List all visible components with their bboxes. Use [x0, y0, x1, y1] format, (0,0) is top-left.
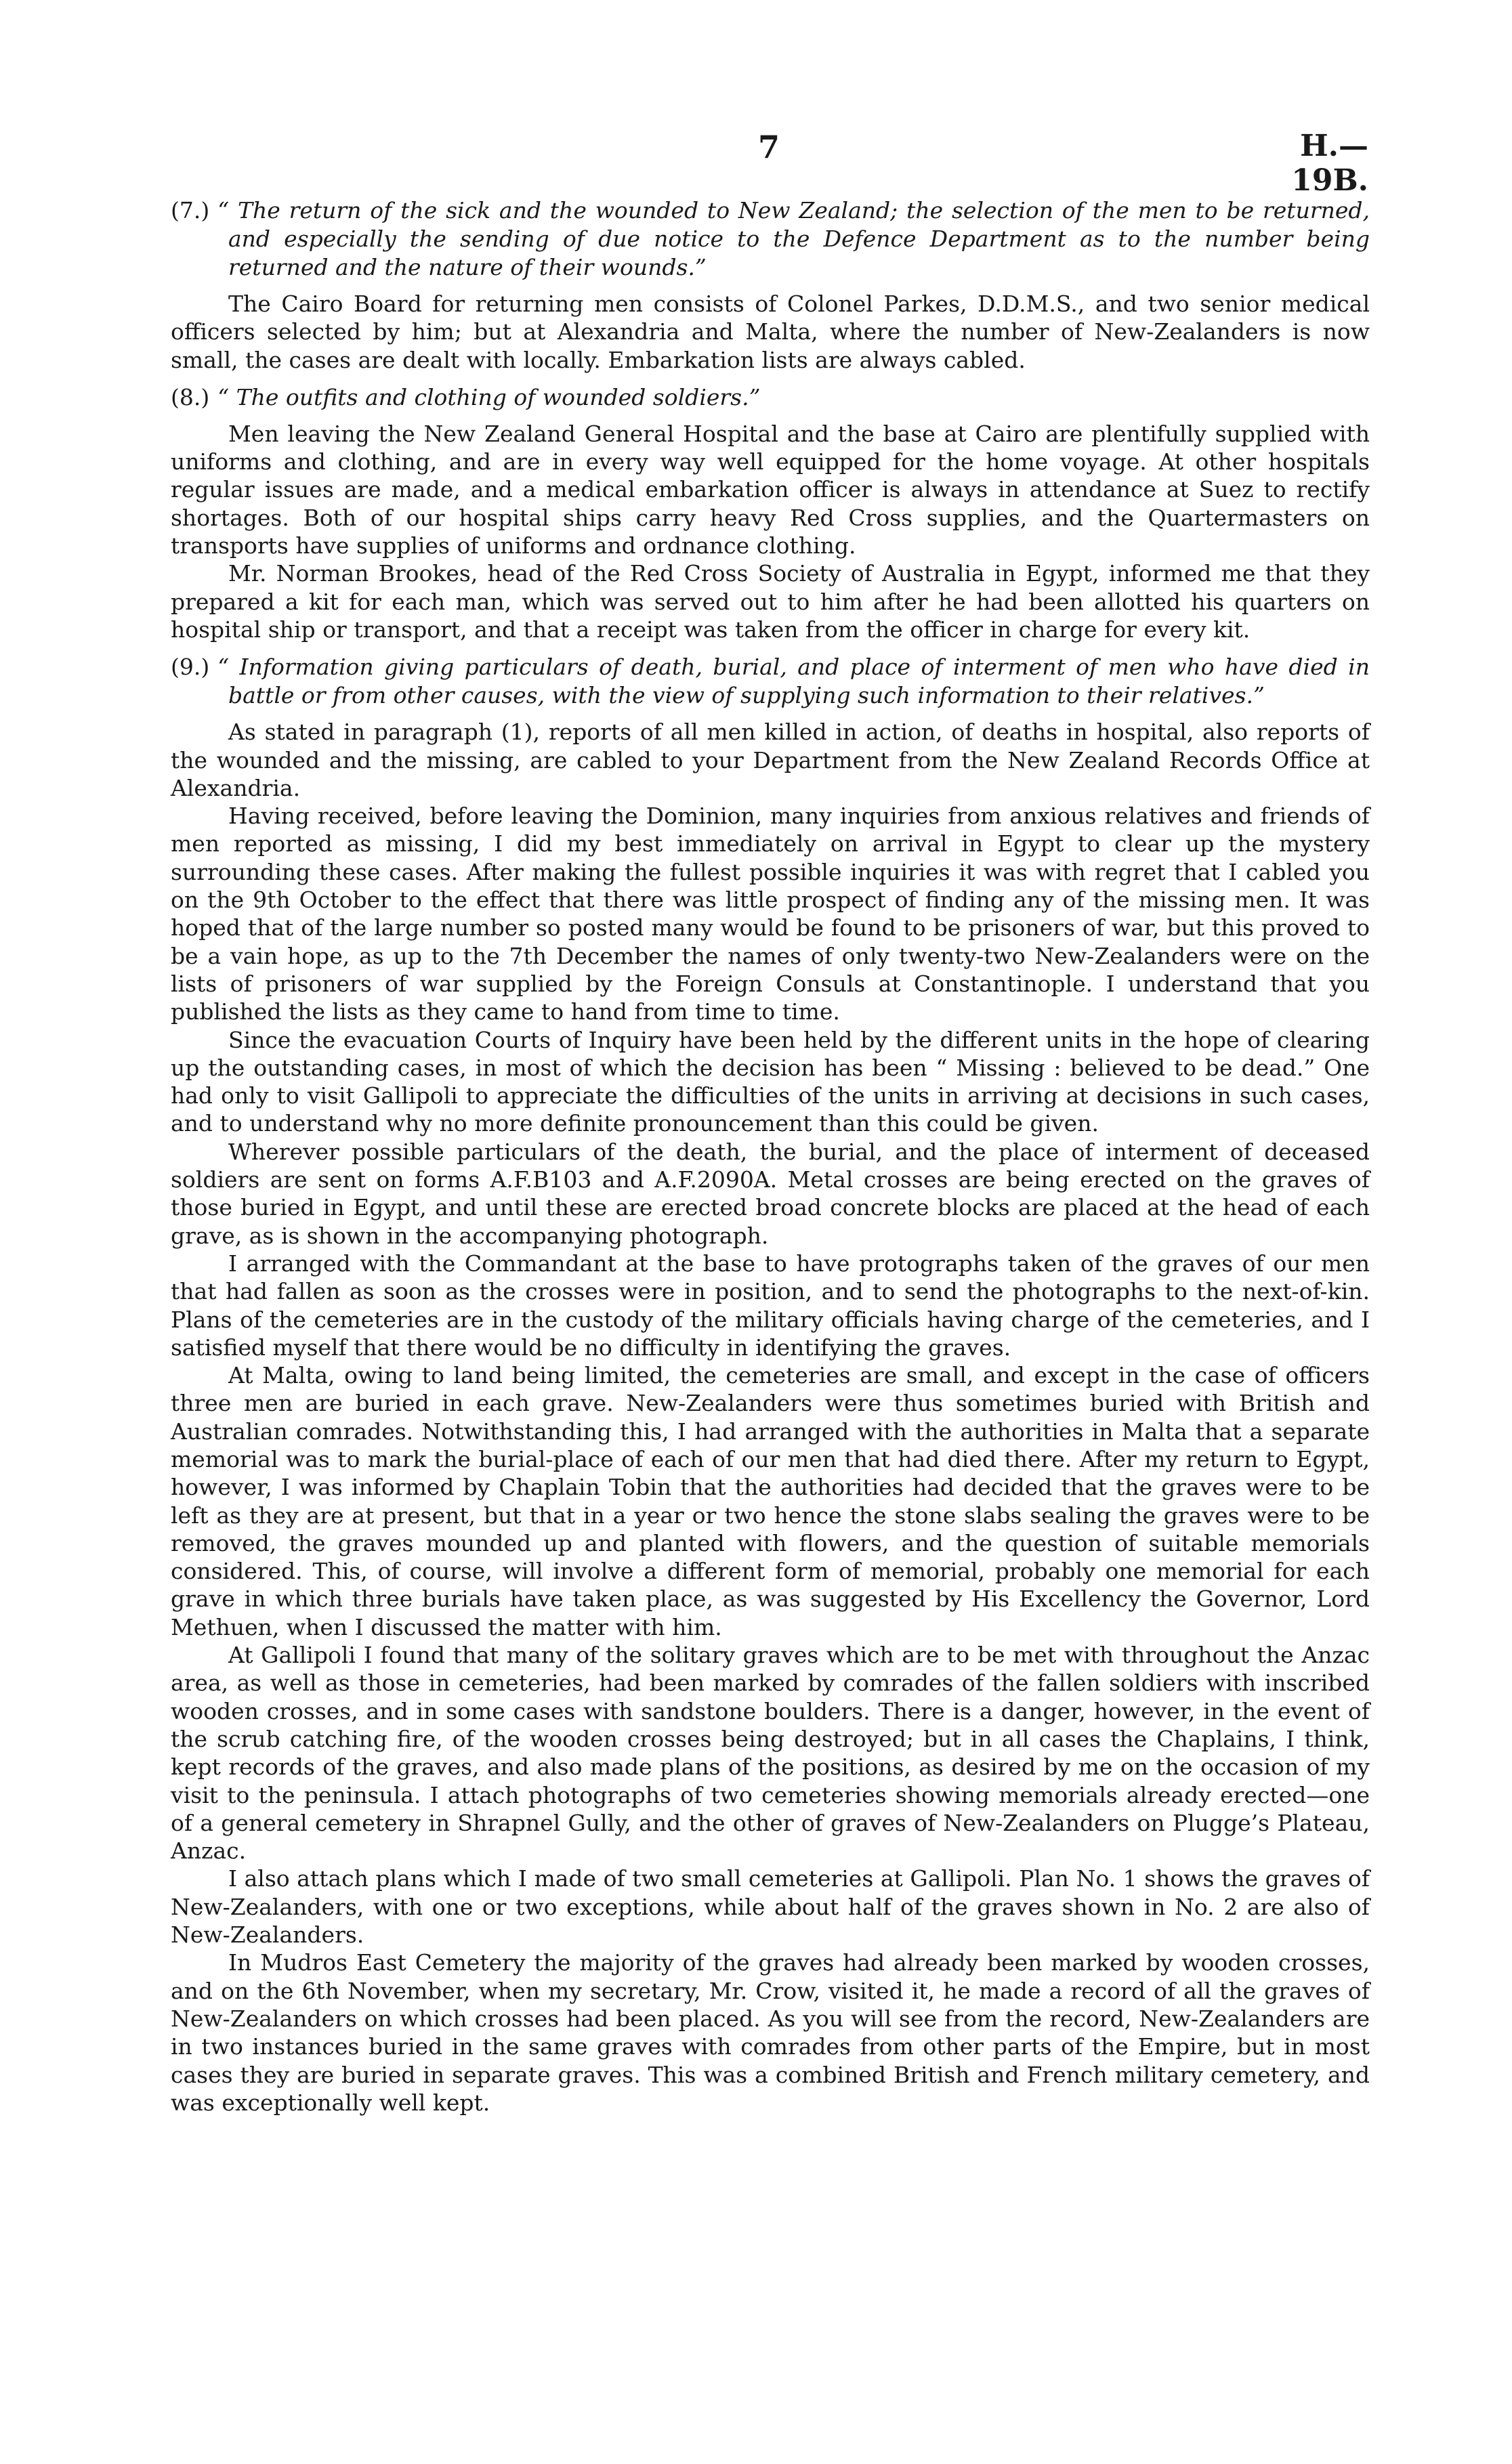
- section-9: [171, 653, 1370, 2117]
- section-heading: [171, 653, 1370, 710]
- section-heading-text: “ The outfits and clothing of wounded soldiers.”: [217, 383, 761, 410]
- page-number: 7: [757, 129, 780, 165]
- paragraph: As stated in paragraph (1), reports of all men killed in action, of deaths in hospital, also reports of the wounded and the missing, are cabled to your Department from the New Zealand Records Office at Alexandria.: [171, 719, 1370, 801]
- paragraph: I arranged with the Commandant at the base to have protographs taken of the graves of our men that had fallen as soon as the crosses were in position, and to send the photographs to the next-of-kin. Plans of the cemeteries are in the custody of the military officials having charge of the cemeteries, and I satisfied myself that there would be no difficulty in identifying the graves.: [171, 1250, 1370, 1361]
- section-heading-text: “ Information giving particulars of death, burial, and place of interment of men who have died in battle or from other causes, with the view of supplying such information to their relatives.”: [217, 654, 1370, 709]
- section-number: (7.): [171, 197, 210, 224]
- paragraph: Having received, before leaving the Dominion, many inquiries from anxious relatives and friends of men reported as missing, I did my best immediately on arrival in Egypt to clear up the mystery surrounding these cases. After making the fullest possible inquiries it was with regret that I cabled you on the 9th October to the effect that there was little prospect of finding any of the missing men. It was hoped that of the large number so posted many would be found to be prisoners of war, but this proved to be a vain hope, as up to the 7th December the names of only twenty-two New-Zealanders were on the lists of prisoners of war supplied by the Foreign Consuls at Constantinople. I understand that you published the lists as they came to hand from time to time.: [171, 803, 1370, 1025]
- paragraph: Mr. Norman Brookes, head of the Red Cross Society of Australia in Egypt, informed me that they prepared a kit for each man, which was served out to him after he had been allotted his quarters on hospital ship or transport, and that a receipt was taken from the officer in charge for every kit.: [171, 560, 1370, 643]
- section-7: [171, 196, 1370, 374]
- section-8: [171, 383, 1370, 643]
- document-code: H.—19B.: [1291, 129, 1368, 198]
- section-number: (8.): [171, 383, 210, 410]
- paragraph: Since the evacuation Courts of Inquiry have been held by the different units in the hope of clearing up the outstanding cases, in most of which the decision has been “ Missing : believed to be dead.” One had only to visit Gallipoli to appreciate the difficulties of the units in arriving at decisions in such cases, and to understand why no more definite pronouncement than this could be given.: [171, 1026, 1370, 1137]
- section-heading: [171, 196, 1370, 282]
- section-number: (9.): [171, 654, 210, 681]
- section-heading-text: “ The return of the sick and the wounded to New Zealand; the selection of the men to be returned, and especially the sending of due notice to the Defence Department as to the number being returned and the nature of their wounds.”: [217, 197, 1370, 280]
- paragraph: At Gallipoli I found that many of the solitary graves which are to be met with throughout the Anzac area, as well as those in cemeteries, had been marked by comrades of the fallen soldiers with inscribed wooden crosses, and in some cases with sandstone boulders. There is a danger, however, in the event of the scrub catching fire, of the wooden crosses being destroyed; but in all cases the Chaplains, I think, kept records of the graves, and also made plans of the positions, as desired by me on the occasion of my visit to the peninsula. I attach photographs of two cemeteries showing memorials already erected—one of a general cemetery in Shrapnel Gully, and the other of graves of New-Zealanders on Plugge’s Plateau, Anzac.: [171, 1642, 1370, 1865]
- body-text: [171, 196, 1370, 2117]
- paragraph: In Mudros East Cemetery the majority of the graves had already been marked by wooden crosses, and on the 6th November, when my secretary, Mr. Crow, visited it, he made a record of all the graves of New-Zealanders on which crosses had been placed. As you will see from the record, New-Zealanders are in two instances buried in the same graves with comrades from other parts of the Empire, but in most cases they are buried in separate graves. This was a combined British and French military cemetery, and was exceptionally well kept.: [171, 1949, 1370, 2116]
- section-heading: [171, 383, 1370, 412]
- paragraph: Wherever possible particulars of the death, the burial, and the place of interment of deceased soldiers are sent on forms A.F.B103 and A.F.2090A. Metal crosses are being erected on the graves of those buried in Egypt, and until these are erected broad concrete blocks are placed at the head of each grave, as is shown in the accompanying photograph.: [171, 1138, 1370, 1249]
- paragraph: Men leaving the New Zealand General Hospital and the base at Cairo are plentifully supplied with uniforms and clothing, and are in every way well equipped for the home voyage. At other hospitals regular issues are made, and a medical embarkation officer is always in attendance at Suez to rectify shortages. Both of our hospital ships carry heavy Red Cross supplies, and the Quartermasters on transports have supplies of uniforms and ordnance clothing.: [171, 420, 1370, 559]
- paragraph: The Cairo Board for returning men consists of Colonel Parkes, D.D.M.S., and two senior medical officers selected by him; but at Alexandria and Malta, where the number of New-Zealanders is now small, the cases are dealt with locally. Embarkation lists are always cabled.: [171, 291, 1370, 373]
- paragraph: I also attach plans which I made of two small cemeteries at Gallipoli. Plan No. 1 shows the graves of New-Zealanders, with one or two exceptions, while about half of the graves shown in No. 2 are also of New-Zealanders.: [171, 1865, 1370, 1949]
- paragraph: At Malta, owing to land being limited, the cemeteries are small, and except in the case of officers three men are buried in each grave. New-Zealanders were thus sometimes buried with British and Australian comrades. Notwithstanding this, I had arranged with the authorities in Malta that a separate memorial was to mark the burial-place of each of our men that had died there. After my return to Egypt, however, I was informed by Chaplain Tobin that the authorities had decided that the graves were to be left as they are at present, but that in a year or two hence the stone slabs sealing the graves were to be removed, the graves mounded up and planted with flowers, and the question of suitable memorials considered. This, of course, will involve a different form of memorial, probably one memorial for each grave in which three burials have taken place, as was suggested by His Excellency the Governor, Lord Methuen, when I discussed the matter with him.: [171, 1362, 1370, 1640]
